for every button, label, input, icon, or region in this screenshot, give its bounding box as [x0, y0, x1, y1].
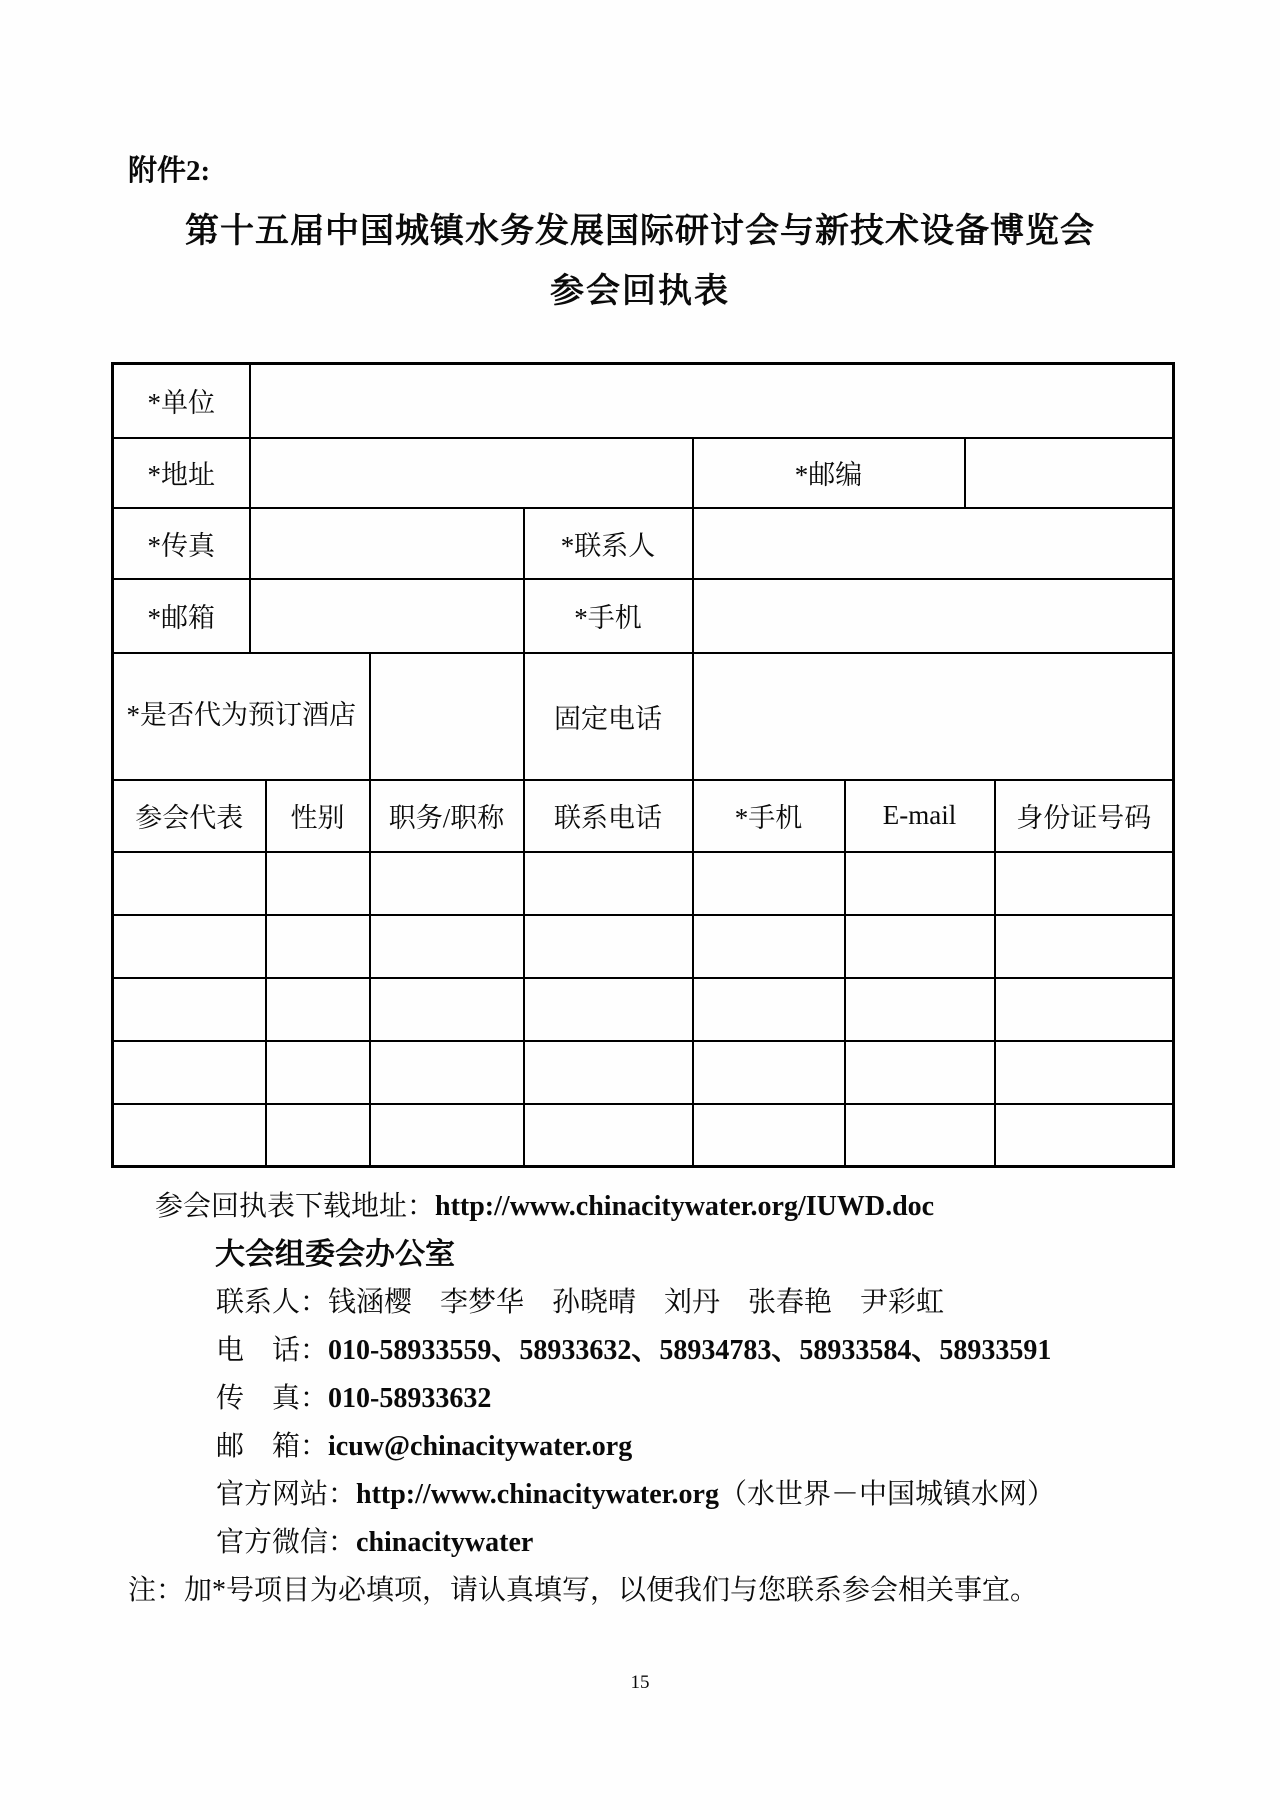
line-latin-value[interactable]: icuw@chinacitywater.org [328, 1431, 633, 1462]
delegate-name-cell[interactable] [113, 852, 266, 915]
delegate-name-cell[interactable] [113, 1041, 266, 1104]
delegate-gender-cell[interactable] [266, 978, 370, 1041]
delegate-mobile-cell[interactable] [693, 978, 845, 1041]
header-id-number: 身份证号码 [995, 780, 1174, 852]
line-zh-value: （水世界－中国城镇水网） [718, 1479, 1055, 1510]
delegate-position-cell[interactable] [370, 1041, 524, 1104]
delegate-position-cell[interactable] [370, 978, 524, 1041]
delegate-name-cell[interactable] [113, 1104, 266, 1167]
email-line [0, 1423, 1280, 1471]
phone-line [0, 1327, 1280, 1375]
line-latin-value: chinacitywater [356, 1527, 534, 1558]
registration-form-table [111, 362, 1175, 1168]
required-note: 注：加*号项目为必填项，请认真填写，以便我们与您联系参会相关事宜。 [128, 1575, 1039, 1606]
contact-person-line [0, 1279, 1280, 1327]
delegate-empty-row [113, 852, 1174, 915]
delegate-header-row [113, 780, 1174, 852]
fax-line [0, 1375, 1280, 1423]
delegate-mobile-cell[interactable] [693, 1104, 845, 1167]
delegate-gender-cell[interactable] [266, 1041, 370, 1104]
delegate-empty-row [113, 1104, 1174, 1167]
delegate-mobile-cell[interactable] [693, 1041, 845, 1104]
delegate-id-cell[interactable] [995, 978, 1174, 1041]
line-label: 联系人： [216, 1287, 329, 1318]
row-unit [113, 364, 1174, 438]
address-label: *地址 [113, 438, 250, 508]
delegate-gender-cell[interactable] [266, 915, 370, 978]
delegate-position-cell[interactable] [370, 915, 524, 978]
delegate-mobile-cell[interactable] [693, 852, 845, 915]
email-label: *邮箱 [113, 579, 250, 653]
delegate-email-cell[interactable] [845, 1041, 995, 1104]
line-latin-value[interactable]: http://www.chinacitywater.org [356, 1479, 719, 1510]
mobile-label: *手机 [524, 579, 693, 653]
document-subtitle: 参会回执表 [550, 272, 730, 310]
website-line [0, 1471, 1280, 1519]
download-label: 参会回执表下载地址： [155, 1191, 436, 1222]
address-input-cell[interactable] [250, 438, 693, 508]
header-email: E-mail [845, 780, 995, 852]
delegate-position-cell[interactable] [370, 1104, 524, 1167]
attachment-label: 附件2: [128, 155, 211, 187]
line-latin-value: 010-58933632 [328, 1383, 492, 1414]
landline-input-cell[interactable] [693, 653, 1174, 780]
delegate-phone-cell[interactable] [524, 915, 693, 978]
office-title: 大会组委会办公室 [215, 1238, 455, 1271]
delegate-id-cell[interactable] [995, 915, 1174, 978]
header-mobile: *手机 [693, 780, 845, 852]
delegate-name-cell[interactable] [113, 915, 266, 978]
unit-input-cell[interactable] [250, 364, 1174, 438]
line-latin-value: 010-58933559、58933632、58934783、58933584、58933591 [328, 1335, 1052, 1366]
delegate-empty-row [113, 1041, 1174, 1104]
row-hotel [113, 653, 1174, 780]
row-email [113, 579, 1174, 653]
delegate-email-cell[interactable] [845, 978, 995, 1041]
delegate-empty-row [113, 915, 1174, 978]
line-label: 传 真： [216, 1383, 329, 1414]
delegate-empty-row [113, 978, 1174, 1041]
contact-person-label: *联系人 [524, 508, 693, 579]
delegate-phone-cell[interactable] [524, 1104, 693, 1167]
delegate-phone-cell[interactable] [524, 852, 693, 915]
postcode-label: *邮编 [693, 438, 965, 508]
line-label: 邮 箱： [216, 1431, 329, 1462]
delegate-phone-cell[interactable] [524, 978, 693, 1041]
fax-input-cell[interactable] [250, 508, 524, 579]
postcode-input-cell[interactable] [965, 438, 1174, 508]
row-fax [113, 508, 1174, 579]
line-zh-value: 钱涵樱 李梦华 孙晓晴 刘丹 张春艳 尹彩虹 [328, 1287, 945, 1318]
hotel-input-cell[interactable] [370, 653, 524, 780]
landline-label: 固定电话 [524, 653, 693, 780]
delegate-email-cell[interactable] [845, 915, 995, 978]
header-gender: 性别 [266, 780, 370, 852]
delegate-id-cell[interactable] [995, 1041, 1174, 1104]
header-position: 职务/职称 [370, 780, 524, 852]
delegate-phone-cell[interactable] [524, 1041, 693, 1104]
header-phone: 联系电话 [524, 780, 693, 852]
delegate-id-cell[interactable] [995, 1104, 1174, 1167]
line-label: 官方微信： [216, 1527, 357, 1558]
header-delegate: 参会代表 [113, 780, 266, 852]
delegate-id-cell[interactable] [995, 852, 1174, 915]
page-number: 15 [630, 1672, 650, 1693]
delegate-email-cell[interactable] [845, 1104, 995, 1167]
delegate-email-cell[interactable] [845, 852, 995, 915]
delegate-name-cell[interactable] [113, 978, 266, 1041]
fax-label: *传真 [113, 508, 250, 579]
line-label: 电 话： [216, 1335, 329, 1366]
hotel-label: *是否代为预订酒店 [113, 653, 370, 780]
mobile-input-cell[interactable] [693, 579, 1174, 653]
wechat-line [0, 1519, 1280, 1567]
footer-block [0, 1183, 1280, 1615]
download-url[interactable]: http://www.chinacitywater.org/IUWD.doc [435, 1191, 935, 1222]
delegate-mobile-cell[interactable] [693, 915, 845, 978]
download-line [0, 1183, 1280, 1231]
contact-person-input-cell[interactable] [693, 508, 1174, 579]
line-label: 官方网站： [216, 1479, 357, 1510]
document-title: 第十五届中国城镇水务发展国际研讨会与新技术设备博览会 [185, 212, 1095, 250]
unit-label: *单位 [113, 364, 250, 438]
email-input-cell[interactable] [250, 579, 524, 653]
delegate-gender-cell[interactable] [266, 1104, 370, 1167]
delegate-gender-cell[interactable] [266, 852, 370, 915]
delegate-position-cell[interactable] [370, 852, 524, 915]
row-address [113, 438, 1174, 508]
